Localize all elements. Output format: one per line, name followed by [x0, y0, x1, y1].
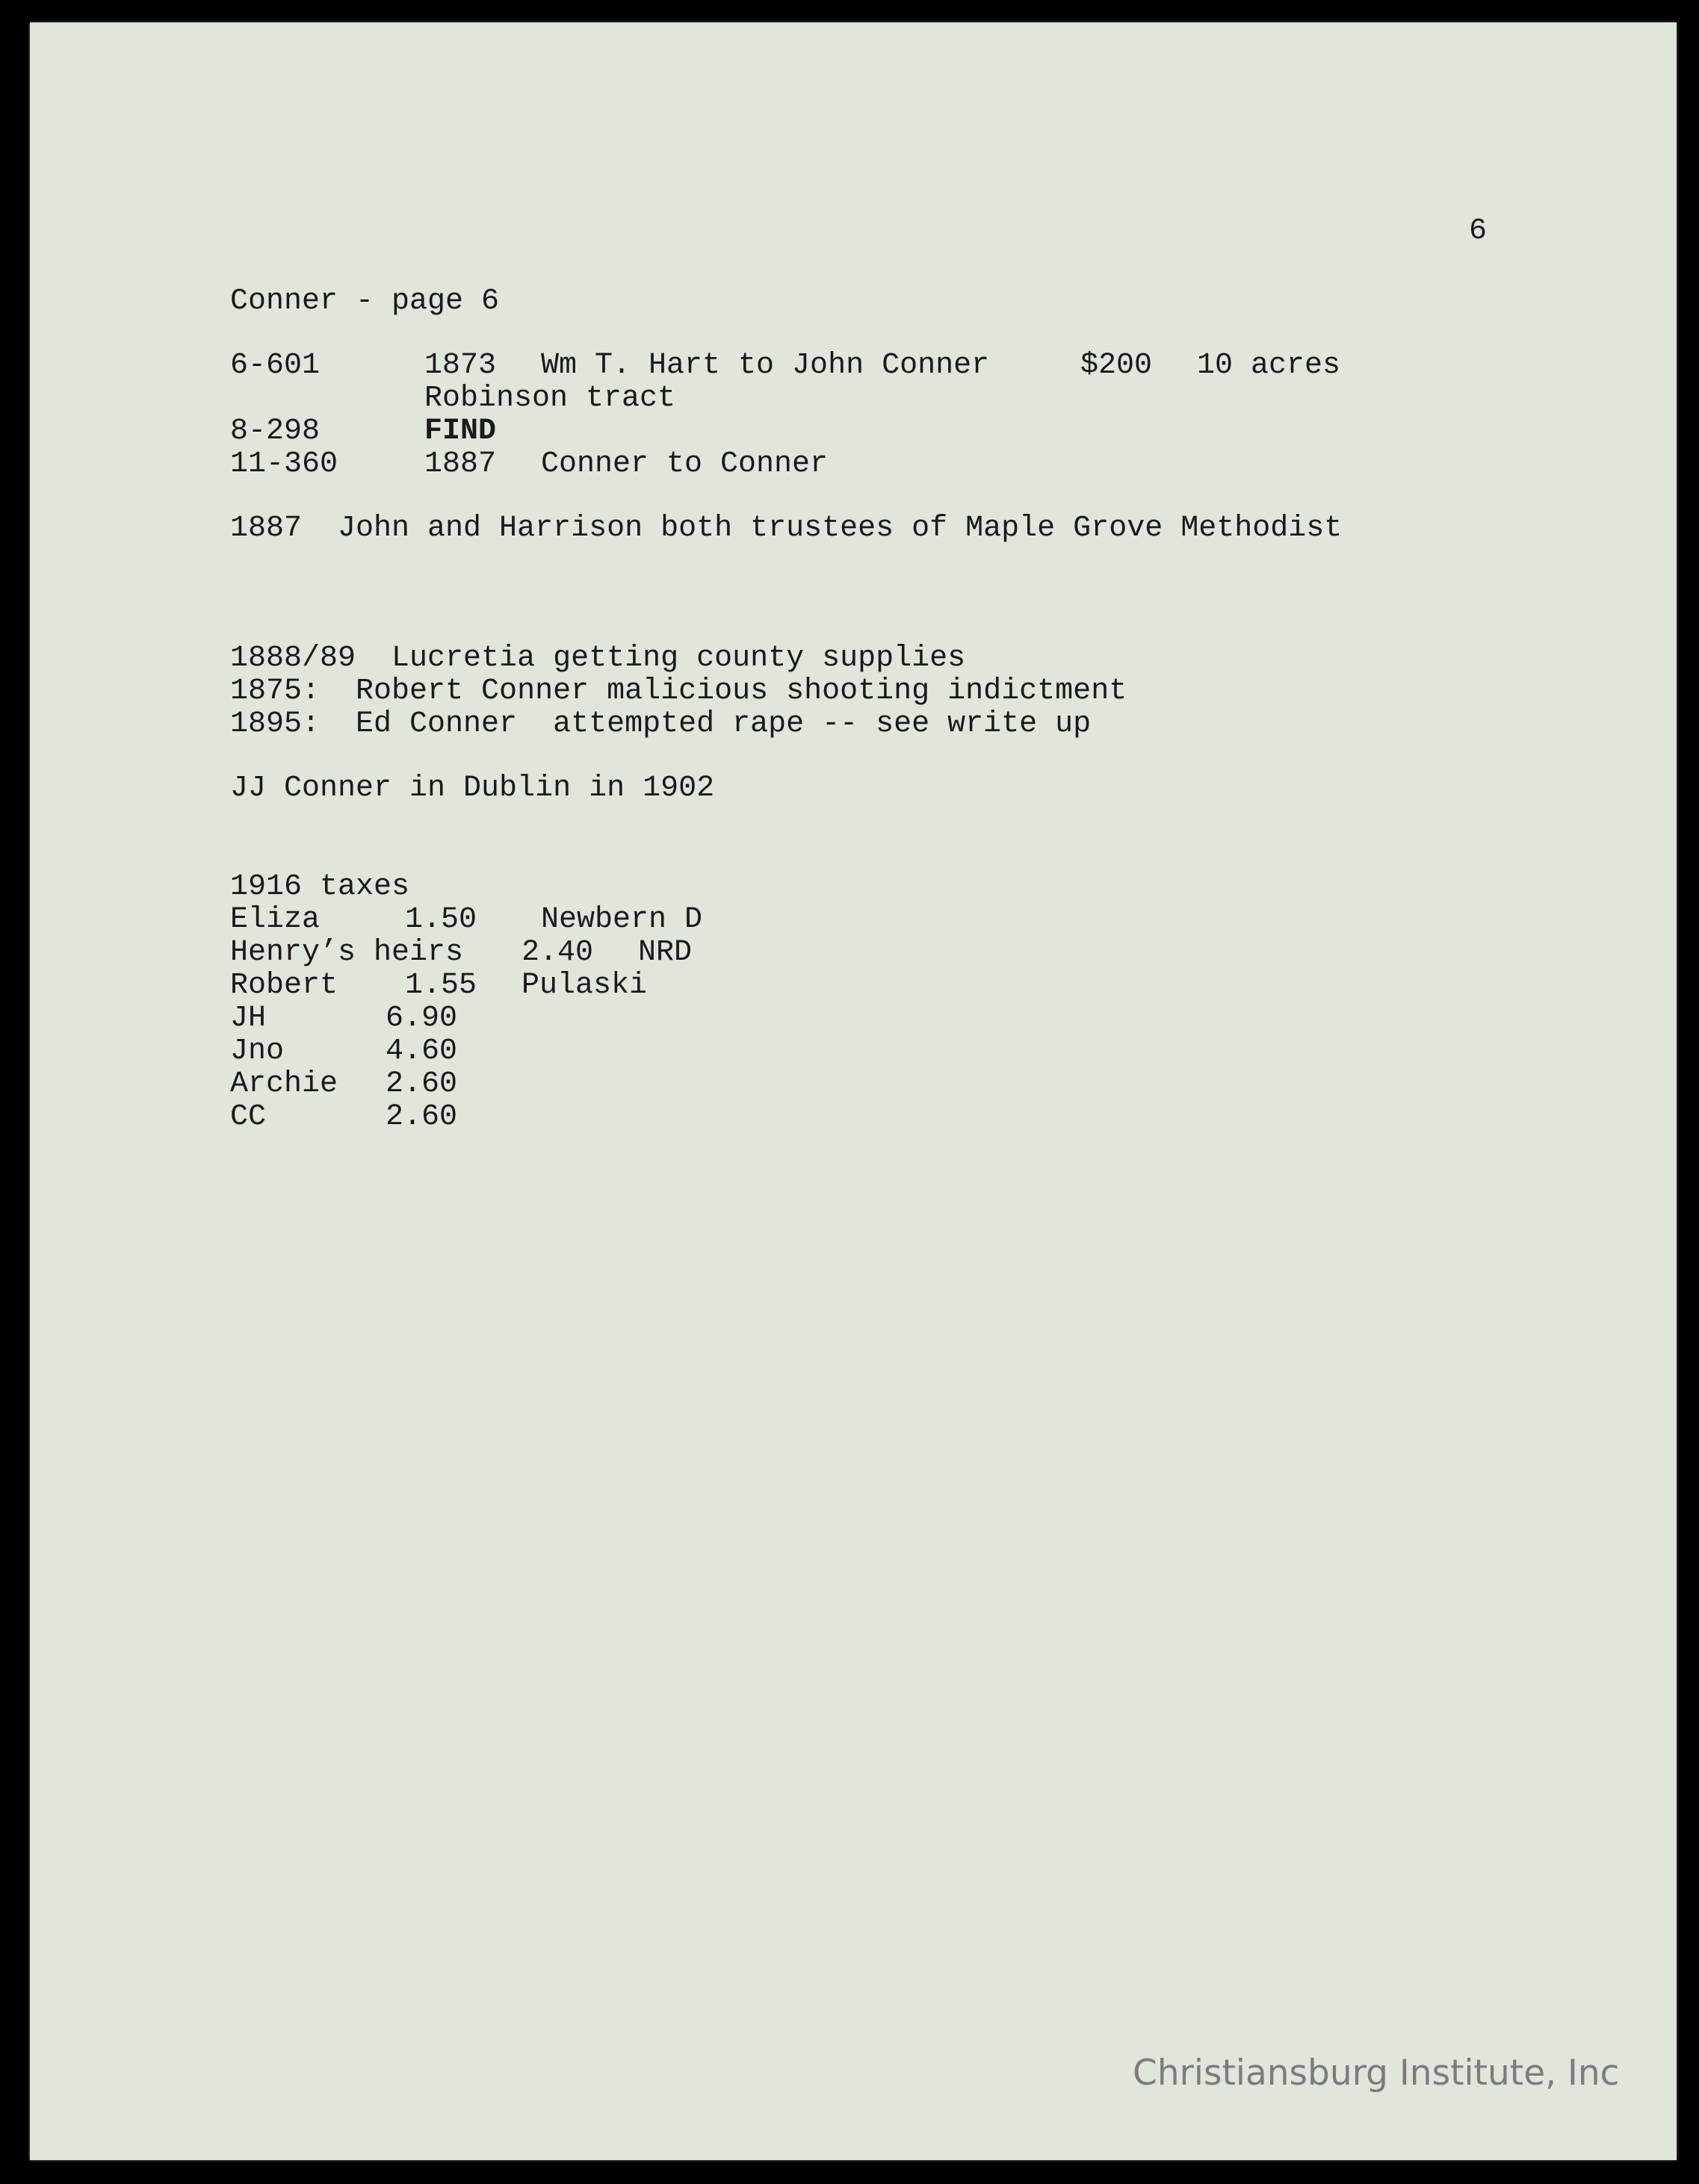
note-line: 1888/89 Lucretia getting county supplies	[230, 642, 966, 675]
tax-amount: 1.50	[405, 903, 477, 937]
deed-ref: 6-601	[230, 349, 321, 382]
tax-amount: 1.55	[405, 969, 477, 1002]
tax-amount: 2.60	[386, 1067, 458, 1101]
tax-place: NRD	[638, 936, 693, 970]
note-line: 1895: Ed Conner attempted rape -- see write up	[230, 707, 1092, 741]
tax-place: Pulaski	[522, 969, 648, 1002]
deed-find-note: FIND	[424, 415, 497, 448]
page-heading: Conner - page 6	[230, 285, 500, 318]
deed-acres: 10 acres	[1197, 349, 1341, 382]
page-number: 6	[1469, 214, 1488, 248]
tax-name: CC	[230, 1100, 267, 1134]
note-line: 1875: Robert Conner malicious shooting indictment	[230, 674, 1127, 708]
taxes-title: 1916 taxes	[230, 870, 410, 904]
document-page	[30, 22, 1677, 2160]
tax-amount: 6.90	[386, 1002, 458, 1035]
note-line: JJ Conner in Dublin in 1902	[230, 772, 715, 805]
tax-name: JH	[230, 1002, 267, 1035]
deed-year: 1887	[424, 447, 497, 481]
tax-name: Henry’s heirs	[230, 936, 464, 970]
tax-name: Archie	[230, 1067, 338, 1101]
deed-ref: 8-298	[230, 415, 321, 448]
tax-name: Jno	[230, 1034, 285, 1068]
deed-description: Wm T. Hart to John Conner	[541, 349, 990, 382]
deed-continuation: Robinson tract	[424, 382, 676, 415]
deed-year: 1873	[424, 349, 497, 382]
deed-amount: $200	[1080, 349, 1153, 382]
deed-description: Conner to Conner	[541, 447, 829, 481]
tax-name: Eliza	[230, 903, 321, 937]
note-line: 1887 John and Harrison both trustees of Maple Grove Methodist	[230, 512, 1343, 545]
tax-place: Newbern D	[541, 903, 703, 937]
tax-amount: 2.40	[522, 936, 594, 970]
tax-amount: 2.60	[386, 1100, 458, 1134]
watermark-text: Christiansburg Institute, Inc	[1133, 2053, 1620, 2094]
deed-ref: 11-360	[230, 447, 338, 481]
tax-amount: 4.60	[386, 1034, 458, 1068]
tax-name: Robert	[230, 969, 338, 1002]
